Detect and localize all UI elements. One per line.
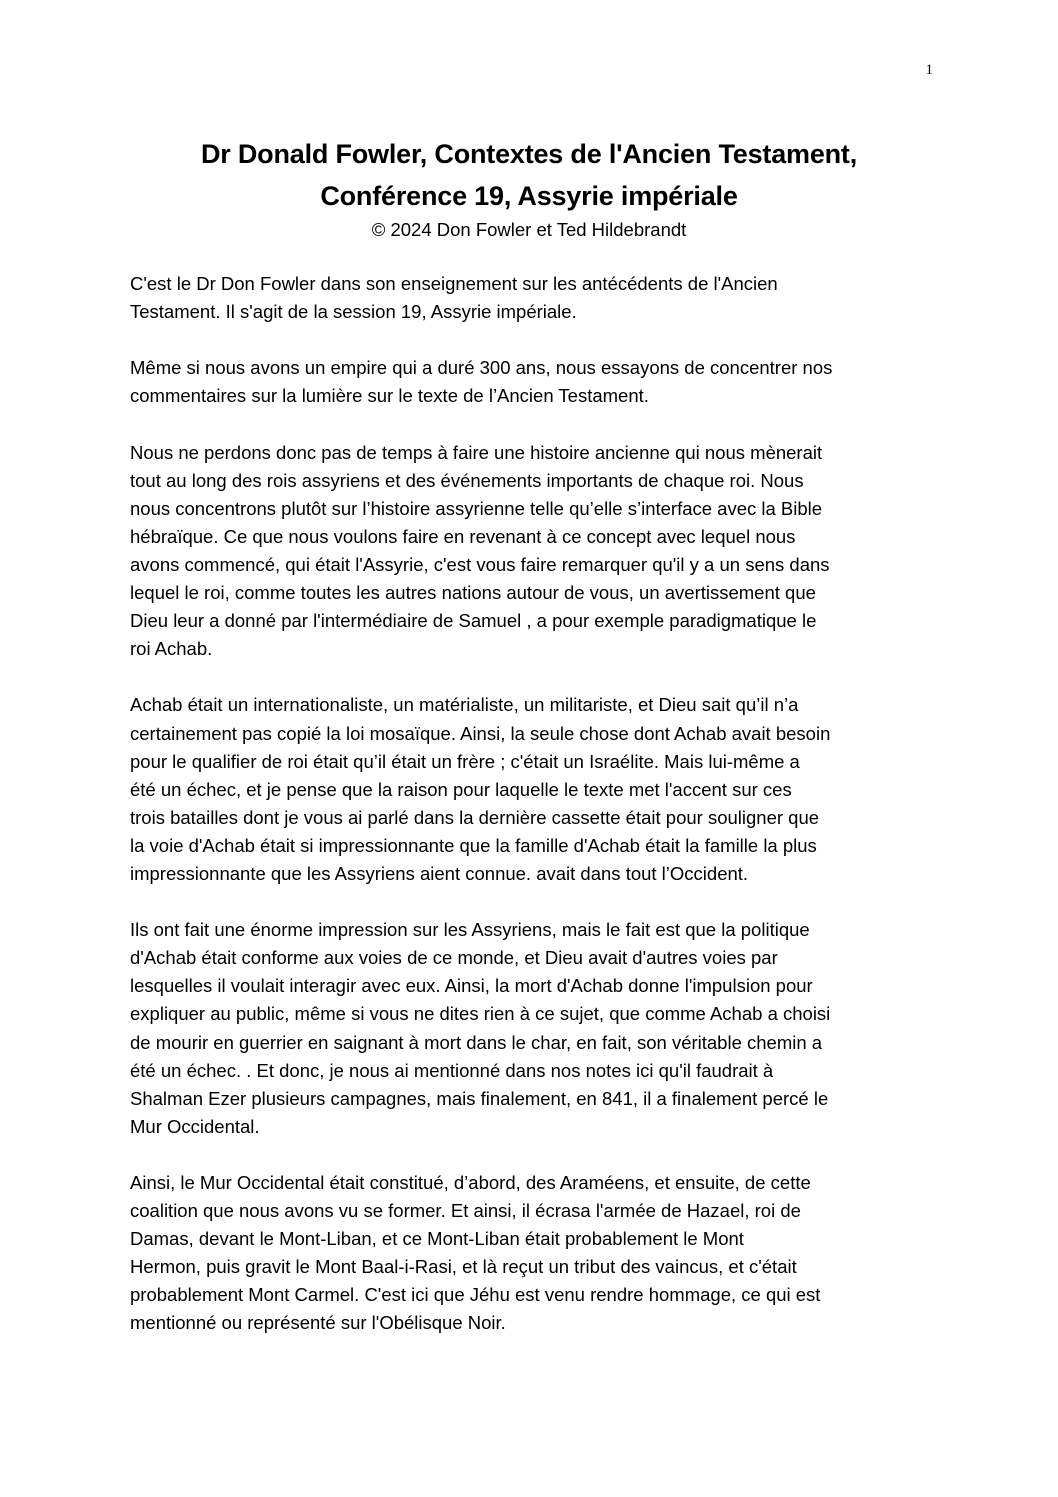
text-line: de mourir en guerrier en saignant à mort dans le char, en fait, son véritable chemin a	[130, 1031, 823, 1053]
paragraph-6	[130, 1169, 930, 1338]
text-line: Nous ne perdons donc pas de temps à faire une histoire ancienne qui nous mènerait	[130, 441, 823, 463]
text-line: C'est le Dr Don Fowler dans son enseignement sur les antécédents de l'Ancien	[130, 273, 778, 294]
text-line: Hermon, puis gravit le Mont Baal-i-Rasi, et là reçut un tribut des vaincus, et c'était	[130, 1256, 797, 1278]
text-line: été un échec. . Et donc, je nous ai mentionné dans nos notes ici qu'il faudrait à	[130, 1059, 774, 1081]
document-header	[100, 133, 958, 243]
text-line: commentaires sur la lumière sur le texte de l’Ancien Testament.	[130, 385, 649, 407]
text-line: nous concentrons plutôt sur l’histoire assyrienne telle qu’elle s’interface avec la Bible	[130, 497, 823, 519]
text-line: Dieu leur a donné par l'intermédiaire de Samuel , a pour exemple paradigmatique le	[130, 610, 817, 632]
title-line-1: Dr Donald Fowler, Contextes de l'Ancien Testament,	[200, 139, 858, 169]
text-line: pour le qualifier de roi était qu’il était un frère ; c'était un Israélite. Mais lui-même a	[130, 750, 800, 772]
paragraph-1	[130, 270, 930, 326]
text-line: Même si nous avons un empire qui a duré 300 ans, nous essayons de concentrer nos	[130, 357, 833, 379]
paragraph-3	[130, 439, 930, 664]
text-line: la voie d'Achab était si impressionnante que la famille d'Achab était la famille la plus	[130, 834, 817, 856]
text-line: Shalman Ezer plusieurs campagnes, mais finalement, en 841, il a finalement percé le	[130, 1087, 829, 1109]
paragraph-5	[130, 916, 930, 1141]
text-line: lesquelles il voulait interagir avec eux. Ainsi, la mort d'Achab donne l'impulsion pour	[130, 975, 813, 997]
page-number: 1	[925, 62, 933, 78]
text-line: certainement pas copié la loi mosaïque. Ainsi, la seule chose dont Achab avait besoin	[130, 722, 831, 744]
text-line: hébraïque. Ce que nous voulons faire en revenant à ce concept avec lequel nous	[130, 525, 796, 547]
text-line: mentionné ou représenté sur l'Obélisque Noir.	[130, 1312, 506, 1334]
text-line: Ils ont fait une énorme impression sur les Assyriens, mais le fait est que la politique	[130, 919, 810, 941]
text-line: impressionnante que les Assyriens aient connue. avait dans tout l’Occident.	[130, 862, 749, 884]
document-body	[130, 270, 930, 1366]
text-line: roi Achab.	[130, 638, 213, 660]
text-line: Ainsi, le Mur Occidental était constitué, d’abord, des Araméens, et ensuite, de cette	[130, 1172, 811, 1193]
title-line-2: Conférence 19, Assyrie impériale	[320, 181, 738, 211]
paragraph-4	[130, 691, 930, 888]
text-line: tout au long des rois assyriens et des événements importants de chaque roi. Nous	[130, 469, 804, 491]
text-line: probablement Mont Carmel. C'est ici que Jéhu est venu rendre hommage, ce qui est	[130, 1284, 821, 1306]
text-line: lequel le roi, comme toutes les autres nations autour de vous, un avertissement que	[130, 582, 816, 604]
text-line: coalition que nous avons vu se former. Et ainsi, il écrasa l'armée de Hazael, roi de	[130, 1200, 801, 1222]
text-line: d'Achab était conforme aux voies de ce monde, et Dieu avait d'autres voies par	[130, 947, 778, 969]
text-line: été un échec, et je pense que la raison pour laquelle le texte met l'accent sur ces	[130, 778, 792, 800]
text-line: avons commencé, qui était l'Assyrie, c'est vous faire remarquer qu'il y a un sens dans	[130, 553, 830, 575]
copyright-line: © 2024 Don Fowler et Ted Hildebrandt	[371, 219, 687, 240]
text-line: expliquer au public, même si vous ne dites rien à ce sujet, que comme Achab a choisi	[130, 1003, 831, 1025]
text-line: Mur Occidental.	[130, 1115, 260, 1137]
paragraph-2	[130, 354, 930, 410]
text-line: Achab était un internationaliste, un matérialiste, un militariste, et Dieu sait qu’il n’a	[130, 694, 799, 716]
text-line: Damas, devant le Mont-Liban, et ce Mont-Liban était probablement le Mont	[130, 1228, 744, 1250]
text-line: Testament. Il s'agit de la session 19, Assyrie impériale.	[130, 301, 577, 323]
text-line: trois batailles dont je vous ai parlé dans la dernière cassette était pour souligner que	[130, 806, 820, 828]
